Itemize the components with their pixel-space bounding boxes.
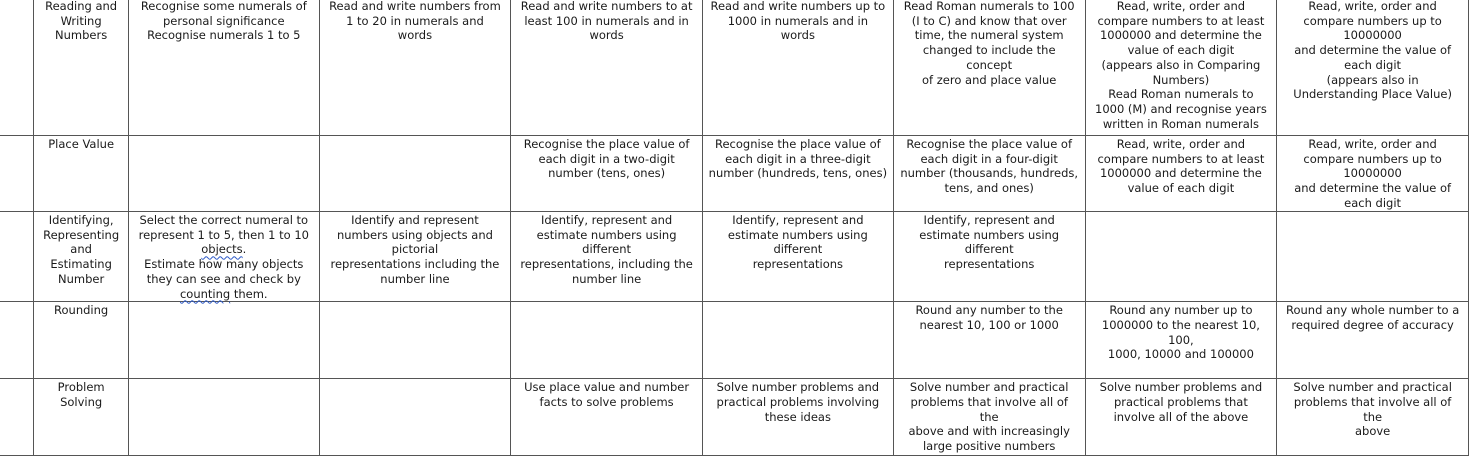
cell-text-line: they can see and check by	[146, 271, 301, 286]
table-cell	[511, 0, 703, 136]
cell-text-line: each digit	[1344, 57, 1402, 72]
cell-text-line: objects.	[201, 242, 247, 257]
cell-text-line: Place Value	[48, 137, 115, 151]
table-cell	[319, 302, 511, 379]
table-cell	[893, 302, 1085, 379]
cell-text-line: practical problems that	[1113, 394, 1248, 409]
cell-text-line: representations	[944, 257, 1035, 272]
table-cell	[893, 379, 1085, 456]
table-cell	[1085, 212, 1277, 302]
cell-text-line: each digit in a two-digit	[538, 151, 675, 166]
cell-text-line: Recognise the place value of	[523, 137, 690, 151]
cell-text-line: 1000000 to the nearest 10,	[1101, 317, 1260, 332]
table-cell	[319, 136, 511, 212]
table-cell	[128, 379, 319, 456]
cell-text-line: number (tens, ones)	[548, 166, 666, 181]
cell-text-line: words	[780, 28, 815, 43]
cell-text-line: 100,	[1168, 332, 1194, 347]
cell-text-line: Read, write, order and	[1116, 137, 1246, 151]
table-cell	[893, 0, 1085, 136]
cell-text-line: Read Roman numerals to 100	[903, 0, 1075, 13]
cell-text-line: estimate numbers using	[727, 227, 868, 242]
cell-text-line: compare numbers to at least	[1097, 151, 1265, 166]
cell-text-line: these ideas	[764, 409, 831, 424]
cell-text-line: Recognise numerals 1 to 5	[147, 28, 301, 43]
table-row	[0, 0, 1469, 136]
blank-cell	[0, 212, 34, 302]
cell-text-line: (I to C) and know that over	[911, 13, 1067, 28]
cell-text-line: representations, including the	[520, 257, 693, 272]
cell-text-line: and	[70, 242, 92, 257]
row-label	[34, 136, 129, 212]
table-row	[0, 212, 1469, 302]
cell-text-line: value of each digit	[1127, 43, 1235, 58]
cell-text-line: Solving	[60, 394, 103, 409]
table-cell	[128, 302, 319, 379]
blank-cell	[0, 0, 34, 136]
cell-text-line: written in Roman numerals	[1102, 116, 1259, 131]
cell-text-line: compare numbers to at least	[1097, 13, 1265, 28]
cell-text-line: representations including the	[330, 257, 500, 272]
cell-text-line: problems that involve all of	[910, 394, 1068, 409]
row-label	[34, 212, 129, 302]
table-cell	[1277, 0, 1469, 136]
cell-text-line: and determine the value of	[1294, 43, 1452, 58]
row-label	[34, 379, 129, 456]
cell-text-line: 1000000 and determine the	[1099, 28, 1262, 43]
cell-text-line: Solve number and practical	[909, 380, 1069, 395]
table-row	[0, 379, 1469, 456]
cell-text-line: represent 1 to 5, then 1 to 10	[138, 227, 309, 242]
cell-text-line: Numbers)	[1152, 72, 1210, 87]
cell-text-line: Solve number problems and	[716, 380, 880, 395]
cell-text-line: number (hundreds, tens, ones)	[708, 166, 888, 181]
cell-text-line: Solve number and practical	[1293, 380, 1452, 395]
cell-text-line: Recognise some numerals of	[140, 0, 307, 13]
table-row	[0, 302, 1469, 379]
cell-text-line: Read and write numbers to at	[520, 0, 693, 13]
cell-text-line: (appears also in	[1326, 72, 1419, 87]
cell-text-line: different	[773, 242, 823, 257]
cell-text-line: personal significance	[162, 13, 285, 28]
table-cell	[319, 212, 511, 302]
table-cell	[128, 0, 319, 136]
cell-text-line: Recognise the place value of	[715, 137, 881, 151]
cell-text-line: Identify, represent and	[540, 213, 673, 227]
cell-text-line: Read, write, order and	[1116, 0, 1246, 13]
cell-text-line: counting them.	[179, 286, 268, 301]
table-cell	[702, 0, 893, 136]
table-cell	[1085, 0, 1277, 136]
blank-cell	[0, 302, 34, 379]
cell-text-line: Read, write, order and	[1308, 137, 1437, 151]
cell-text-line: above and with increasingly	[908, 424, 1070, 439]
cell-text-line: large positive numbers	[922, 439, 1056, 454]
table-cell	[128, 136, 319, 212]
cell-text-line: facts to solve problems	[539, 394, 674, 409]
cell-text-line: Read and write numbers from	[329, 0, 501, 13]
cell-text-line: estimate numbers using	[536, 227, 677, 242]
row-label	[34, 0, 129, 136]
table-cell	[511, 212, 703, 302]
cell-text-line: compare numbers up to	[1303, 151, 1442, 166]
cell-text-line: pictorial	[391, 242, 439, 257]
cell-text-line: concept	[966, 57, 1013, 72]
cell-text-line: Select the correct numeral to	[139, 213, 309, 227]
cell-text-line: 1000 in numerals and in	[727, 13, 869, 28]
cell-text-line: 10000000	[1343, 28, 1402, 43]
table-cell	[1277, 136, 1469, 212]
cell-text-line: required degree of accuracy	[1291, 317, 1454, 332]
cell-text-line: different	[964, 242, 1014, 257]
cell-text-line: number line	[380, 271, 450, 286]
cell-text-line: Estimate how many objects	[144, 257, 304, 272]
table-row	[0, 136, 1469, 212]
cell-text-line: compare numbers up to	[1303, 13, 1442, 28]
cell-text-line: time, the numeral system	[914, 28, 1064, 43]
blank-cell	[0, 379, 34, 456]
blank-cell	[0, 136, 34, 212]
cell-text-line: Solve number problems and	[1099, 380, 1263, 395]
table-cell	[1085, 136, 1277, 212]
table-cell	[511, 302, 703, 379]
cell-text-line: 1 to 20 in numerals and	[346, 13, 484, 28]
cell-text-line: 1000 (M) and recognise years	[1095, 101, 1267, 116]
cell-text-line: and determine the value of	[1294, 181, 1452, 196]
table-cell	[319, 379, 511, 456]
cell-text-line: Writing	[60, 13, 102, 28]
table-cell	[128, 212, 319, 302]
cell-text-line: Read, write, order and	[1308, 0, 1437, 13]
cell-text-line: each digit in a three-digit	[725, 151, 871, 166]
cell-text-line: Identify and represent	[351, 213, 479, 227]
cell-text-line: each digit in a four-digit	[920, 151, 1058, 166]
cell-text-line: tens, and ones)	[944, 181, 1034, 196]
table-cell	[893, 136, 1085, 212]
cell-text-line: representations	[752, 257, 844, 272]
cell-text-line: changed to include the	[922, 43, 1056, 58]
table-cell	[1085, 302, 1277, 379]
table-cell	[702, 302, 893, 379]
cell-text-line: numbers using objects and	[336, 227, 493, 242]
cell-text-line: Identifying,	[48, 213, 114, 227]
cell-text-line: least 100 in numerals and in	[524, 13, 689, 28]
cell-text-line: Reading and	[45, 0, 118, 13]
cell-text-line: each digit	[1344, 195, 1402, 210]
cell-text-line: Problem	[57, 380, 105, 395]
cell-text-line: practical problems involving	[716, 394, 880, 409]
cell-text-line: Representing	[43, 227, 120, 242]
cell-text-line: different	[582, 242, 632, 257]
cell-text-line: words	[397, 28, 433, 43]
table-cell	[1277, 379, 1469, 456]
cell-text-line: value of each digit	[1127, 181, 1235, 196]
cell-text-line: Understanding Place Value)	[1293, 87, 1452, 102]
table-cell	[702, 212, 893, 302]
cell-text-line: Numbers	[55, 28, 108, 43]
cell-text-line: Round any number to the	[915, 303, 1063, 318]
table-cell	[511, 136, 703, 212]
cell-text-line: Rounding	[54, 303, 109, 318]
cell-text-line: estimate numbers using	[919, 227, 1060, 242]
cell-text-line: of zero and place value	[922, 72, 1057, 87]
cell-text-line: problems that involve all of	[1293, 394, 1452, 409]
cell-text-line: Round any number up to	[1109, 303, 1253, 318]
table-cell	[1085, 379, 1277, 456]
table-cell	[511, 379, 703, 456]
cell-text-line: Identify, represent and	[732, 213, 864, 227]
cell-text-line: 1000, 10000 and 100000	[1107, 347, 1254, 362]
table-cell	[893, 212, 1085, 302]
cell-text-line: the	[979, 409, 999, 424]
cell-text-line: Read and write numbers up to	[710, 0, 886, 13]
table-cell	[702, 136, 893, 212]
cell-text-line: nearest 10, 100 or 1000	[919, 317, 1059, 332]
cell-text-line: Estimating	[50, 257, 112, 272]
cell-text-line: Identify, represent and	[923, 213, 1055, 227]
table-cell	[702, 379, 893, 456]
cell-text-line: involve all of the above	[1113, 409, 1249, 424]
cell-text-line: Read Roman numerals to	[1108, 87, 1254, 102]
cell-text-line: number (thousands, hundreds,	[900, 166, 1079, 181]
cell-text-line: 10000000	[1343, 166, 1402, 181]
cell-text-line: Number	[58, 271, 105, 286]
table-cell	[319, 0, 511, 136]
cell-text-line: Round any whole number to a	[1285, 303, 1460, 318]
cell-text-line: (appears also in Comparing	[1101, 57, 1261, 72]
cell-text-line: the	[1363, 409, 1383, 424]
table-cell	[1277, 302, 1469, 379]
cell-text-line: Recognise the place value of	[906, 137, 1073, 151]
cell-text-line: words	[589, 28, 624, 43]
row-label	[34, 302, 129, 379]
cell-text-line: above	[1354, 424, 1391, 439]
cell-text-line: number line	[571, 271, 642, 286]
cell-text-line: 1000000 and determine the	[1099, 166, 1262, 181]
table-cell	[1277, 212, 1469, 302]
cell-text-line: Use place value and number	[524, 380, 690, 395]
